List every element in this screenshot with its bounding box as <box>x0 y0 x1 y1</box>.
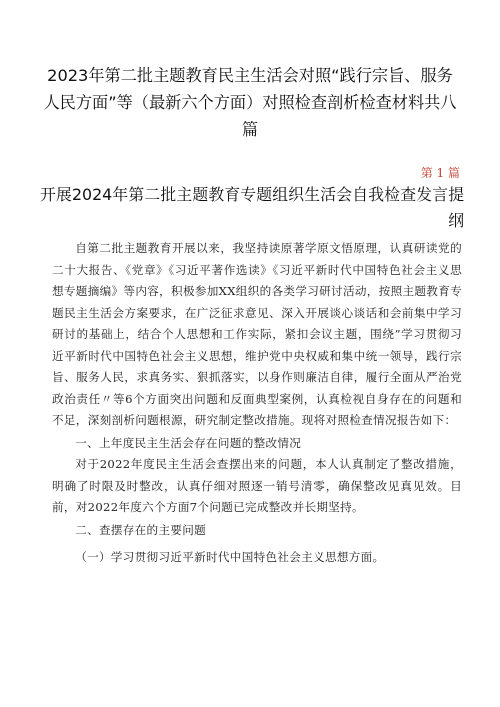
document-body <box>52 238 462 569</box>
intro-paragraph: 自第二批主题教育开展以来，我坚持读原著学原文悟原理，认真研读党的二十大报告、《党章》《习近平著作选读》《习近平新时代中国特色社会主义思想专题摘编》等内容，积极参加XX组织的各类学习研讨活动，按照主题教育专题民主生活会方案要求，在广泛征求意见、深入开展谈心谈话和会前集中学习研讨的基础上，结合个人思想和工作实际，紧扣会议主题，围绕”学习贯彻习近平新时代中国特色社会主义思想，维护党中央权威和集中统一领导，践行宗旨、服务人民，求真务实、狠抓落实，以身作则廉洁自律，履行全面从严治党政治责任〃等6个方面突出问题和反面典型案例，认真检视自身存在的问题和不足，深刻剖析问题根源，研究制定整改措施。现将对照检查情况报告如下： <box>52 241 462 427</box>
subheading-1: （一）学习贯彻习近平新时代中国特色社会主义思想方面。 <box>75 550 385 564</box>
heading-1: 一、上年度民主生活会存在问题的整改情况 <box>75 435 302 450</box>
heading-2: 二、查摆存在的主要问题 <box>75 522 207 537</box>
section-title: 开展2024年第二批主题教育专题组织生活会自我检查发言提纲 <box>40 185 464 230</box>
document-title: 2023年第二批主题教育民主生活会对照“践行宗旨、服务人民方面”等（最新六个方面）对照检查剖析检查材料共八篇 <box>43 66 457 139</box>
part-label: 第 1 篇 <box>420 166 460 180</box>
rectification-paragraph: 对于2022年度民主生活会查摆出来的问题，本人认真制定了整改措施，明确了时限及时整改，认真仔细对照逐一销号清零，确保整改见真见效。目前，对2022年度六个方面7个问题已完成整改并长期坚持。 <box>52 457 462 514</box>
